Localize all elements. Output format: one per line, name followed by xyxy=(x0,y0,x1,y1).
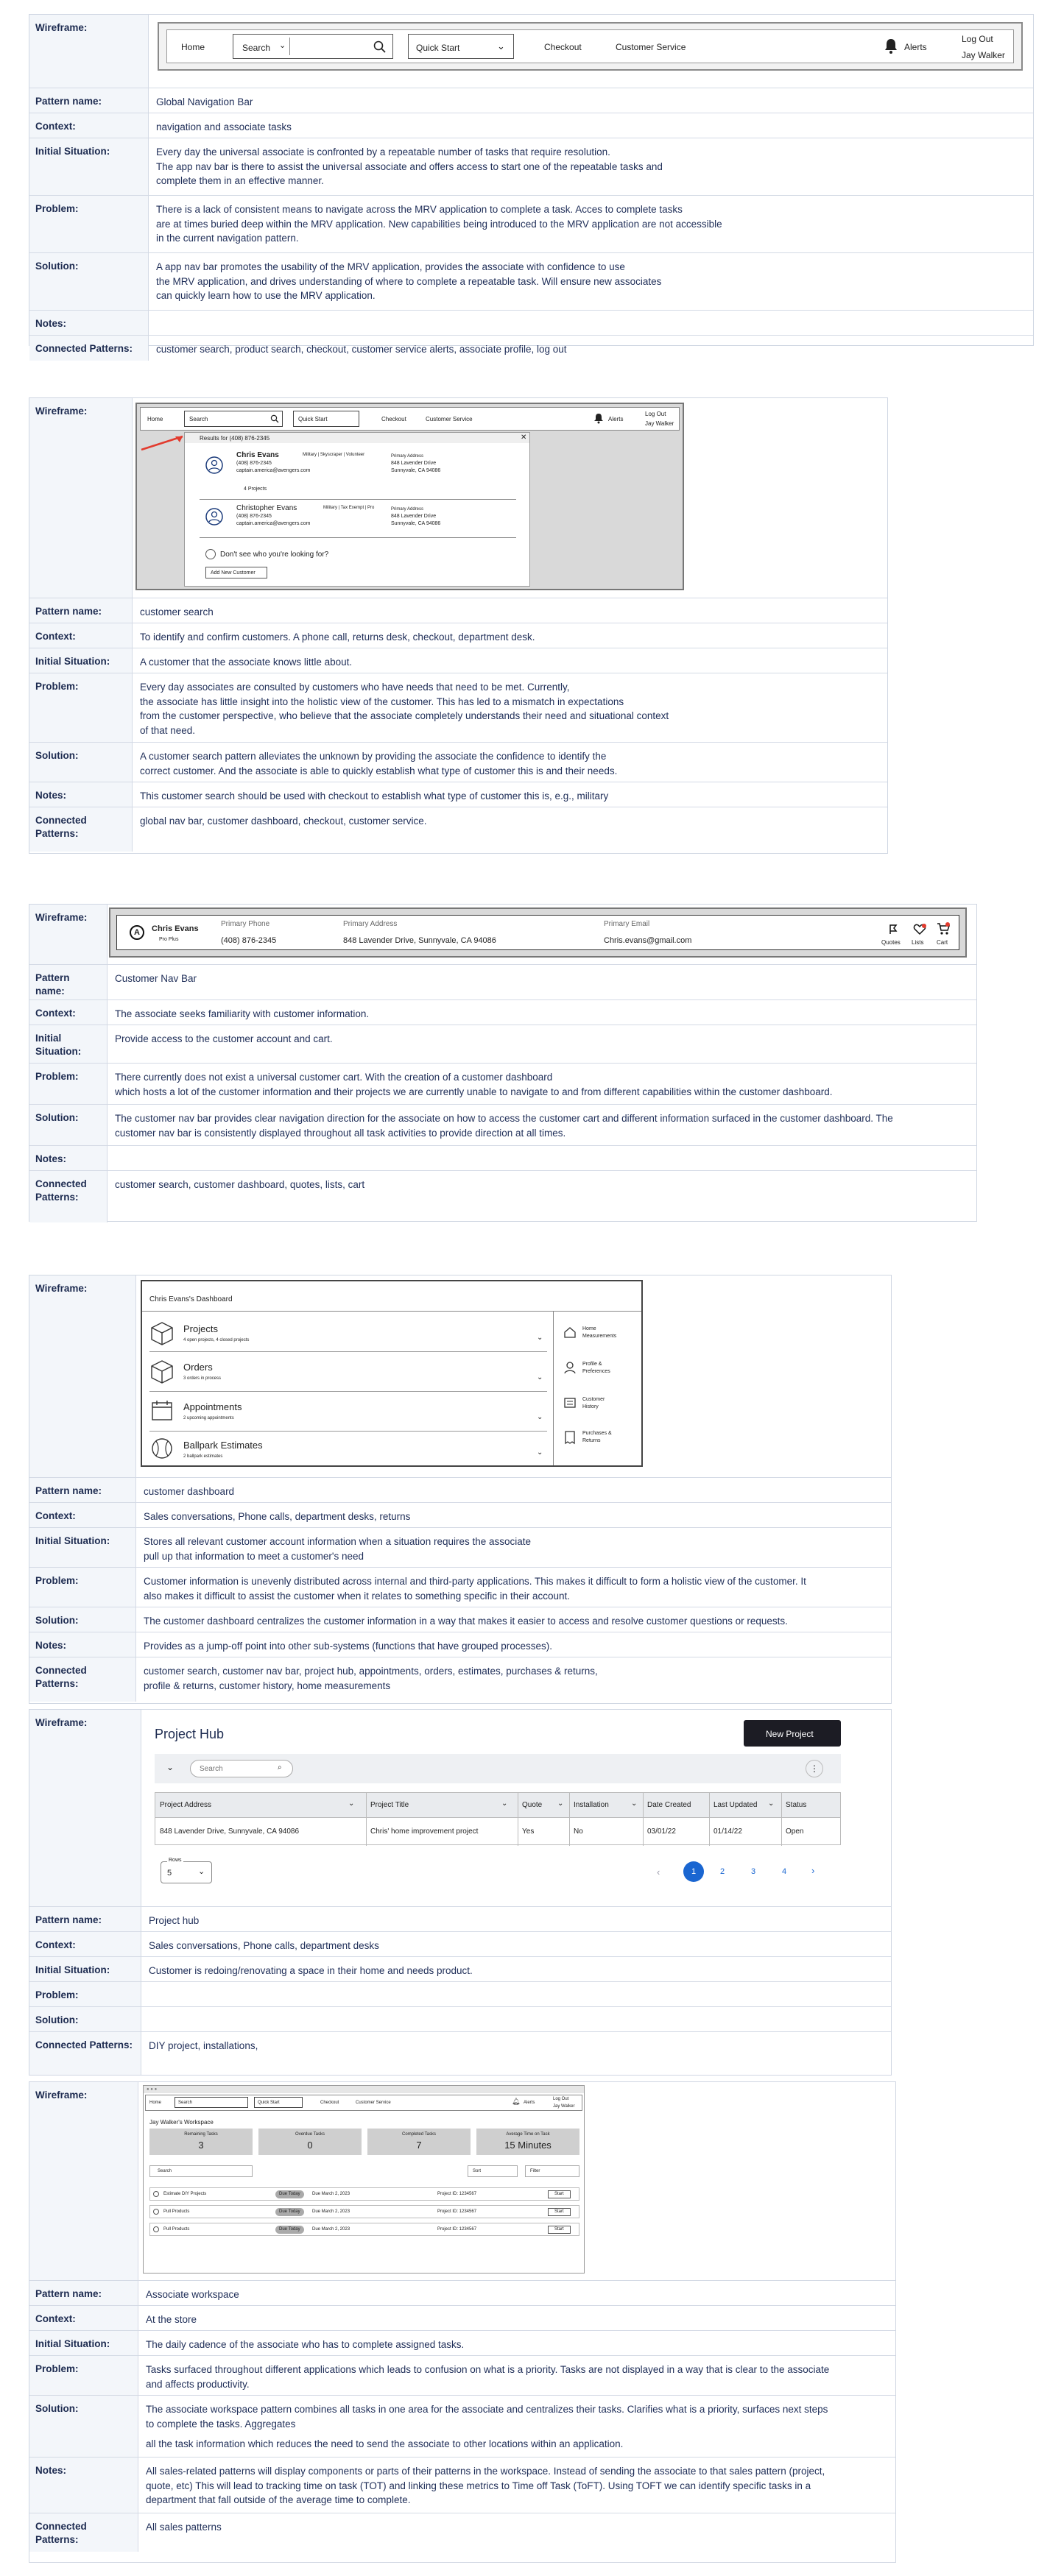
radio-icon[interactable] xyxy=(153,2226,159,2232)
project-table xyxy=(155,1792,841,1845)
table-cell: No xyxy=(574,1827,583,1836)
pattern-name: customer search xyxy=(140,606,214,618)
avatar-icon xyxy=(205,456,223,474)
dashboard-item-projects[interactable]: Projects 4 open projects, 4 closed projects ⌄ xyxy=(149,1320,547,1352)
workspace-search-input[interactable]: Search xyxy=(149,2165,253,2177)
stat-average-time: Average Time on Task 15 Minutes xyxy=(476,2129,579,2155)
connected-label: Connected Patterns: xyxy=(29,1657,136,1702)
history-icon xyxy=(563,1396,577,1409)
stat-remaining: Remaining Tasks 3 xyxy=(149,2129,253,2155)
pattern-card-customer-search xyxy=(29,397,888,854)
prev-page-icon[interactable]: ‹ xyxy=(657,1866,660,1878)
sort-select[interactable]: Sort xyxy=(468,2165,518,2177)
pattern-name: Global Navigation Bar xyxy=(156,96,253,107)
rows-per-page-select[interactable]: Rows 5 ⌄ xyxy=(161,1861,212,1883)
pattern-label: Pattern name: xyxy=(29,965,108,999)
filter-select[interactable]: Filter xyxy=(525,2165,579,2177)
chevron-down-icon: ⌄ xyxy=(348,1800,355,1808)
lists-heart-icon[interactable] xyxy=(913,924,926,935)
hub-search-input[interactable]: Search ⌕ xyxy=(190,1760,293,1777)
connected-value: customer search, product search, checkout, customer service alerts, associate profile, log out xyxy=(156,344,567,355)
global-nav-wireframe xyxy=(158,22,1023,71)
initial-value: Stores all relevant customer account information when a situation requires the associate pull up that information to meet a customer's need xyxy=(144,1536,532,1562)
dashboard-item-estimates[interactable]: Ballpark Estimates 2 ballpark estimates ⌄ xyxy=(149,1436,547,1465)
context-label: Context: xyxy=(29,1000,108,1025)
connected-value: global nav bar, customer dashboard, checkout, customer service. xyxy=(140,815,427,827)
side-link-history[interactable]: Customer History xyxy=(560,1395,641,1420)
connected-label: Connected Patterns: xyxy=(29,1171,108,1222)
wireframe-label: Wireframe: xyxy=(29,1710,141,1906)
start-button[interactable]: Start xyxy=(548,2190,571,2198)
initial-value: A customer that the associate knows little about. xyxy=(140,657,353,668)
workspace-wireframe: ● ● ● Home Search Quick Start Checkout Customer Service 🔔︎ Alerts Log Out Jay Walker Jay Walker's Workspace Remaining Tasks 3 Overdue Tasks 0 Completed Tasks 7 Average Time on Task 15 Minutes Search Sort Filter Estimate DIY Projects Due Today Due March 2, 2023 Project ID: 1234567 Start Pull Products Due Today Due March 2, 2023 Project ID: 1234567 Start Pull Products Due Today Due March 2, 2023 Project ID: 1234567 Start xyxy=(143,2085,585,2274)
notes-label: Notes: xyxy=(29,1146,108,1170)
workspace-title: Jay Walker's Workspace xyxy=(149,2119,214,2126)
context-value: At the store xyxy=(146,2314,197,2325)
initial-value: Provide access to the customer account and cart. xyxy=(115,1033,333,1044)
solution-label: Solution: xyxy=(29,2396,138,2457)
table-cell: Yes xyxy=(522,1827,535,1836)
customer-name: Chris Evans xyxy=(152,924,199,933)
pattern-label: Pattern name: xyxy=(29,2281,138,2305)
side-link-profile[interactable]: Profile & Preferences xyxy=(560,1359,641,1384)
problem-value: Tasks surfaced throughout different applications which leads to confusion on what is a priority. Tasks are not displayed in a way that is clear to the associate and affects productivity. xyxy=(146,2364,830,2390)
context-value: navigation and associate tasks xyxy=(156,121,292,132)
cart-icon[interactable] xyxy=(937,922,950,935)
initial-label: Initial Situation: xyxy=(29,1528,136,1567)
problem-label: Problem: xyxy=(29,2356,138,2395)
pattern-card-project-hub xyxy=(29,1709,892,2076)
solution-label: Solution: xyxy=(29,1607,136,1632)
solution-label: Solution: xyxy=(29,743,133,782)
chevron-down-icon: ⌄ xyxy=(537,1334,543,1342)
notes-label: Notes: xyxy=(29,1632,136,1657)
col-header[interactable]: Status xyxy=(786,1801,807,1809)
search-icon[interactable] xyxy=(270,414,279,423)
bell-icon[interactable]: 🔔︎ xyxy=(512,2098,521,2105)
notes-value: This customer search should be used with checkout to establish what type of customer this is, e.g., military xyxy=(140,790,609,802)
initial-label: Initial Situation: xyxy=(29,648,133,673)
col-header[interactable]: Quote xyxy=(522,1801,543,1809)
problem-label: Problem: xyxy=(29,1064,108,1104)
search-icon: ⌕ xyxy=(278,1763,282,1772)
quick-start-dropdown[interactable]: Quick Start ⌄ xyxy=(408,34,514,59)
close-icon[interactable]: ✕ xyxy=(521,434,527,442)
customer-nav-wireframe: A Chris Evans Pro Plus Primary Phone (408) 876-2345 Primary Address 848 Lavender Drive, Sunnyvale, CA 94086 Primary Email Chris.evans@gmail.com Quotes Lists Cart xyxy=(109,907,967,958)
solution-value: The customer dashboard centralizes the customer information in a way that makes it easier to access and resolve customer questions or requests. xyxy=(144,1616,788,1627)
chevron-down-icon: ⌄ xyxy=(279,41,286,50)
solution-label: Solution: xyxy=(29,253,149,310)
project-hub-title: Project Hub xyxy=(155,1727,225,1741)
context-label: Context: xyxy=(29,1503,136,1527)
col-header[interactable]: Project Title xyxy=(370,1801,409,1809)
chevron-down-icon: ⌄ xyxy=(198,1867,205,1876)
customer-result[interactable]: Chris Evans Military | Skyscraper | Volunteer (408) 876-2345 captain.america@avengers.com Primary Address 848 Lavender Drive Sunnyvale, CA 94086 4 Projects xyxy=(192,449,524,498)
table-cell: 01/14/22 xyxy=(713,1827,742,1836)
chevron-down-icon: ⌄ xyxy=(768,1800,775,1808)
page-1-active[interactable]: 1 xyxy=(683,1861,704,1882)
customer-search-wireframe: Home Search Quick Start Checkout Customer Service Alerts Log Out Jay Walker Results for (408) 876-2345 ✕ Chris Evans Military | Skyscraper | Volunteer (408) 876-2345 captain.america@avengers.com Primary Address 848 Lavender Drive Sunnyvale, CA 94086 4 Projects Christopher Evans Military | Tax Exempt | Pro (408) 876-2345 captain.america@avengers.com Primary Address 848 Lavender Drive Sunnyvale, CA 94086 Don't see who you're looking for? Add New Customer xyxy=(135,403,684,590)
initial-label: Initial Situation: xyxy=(29,1957,141,1981)
page-4[interactable]: 4 xyxy=(782,1867,787,1876)
solution-value: The customer nav bar provides clear navigation direction for the associate on how to access the customer cart and different information surfaced in the customer dashboard. The customer nav bar is consistently displayed throughout all task activities to provide direction at all times. xyxy=(115,1113,893,1139)
problem-value: There is a lack of consistent means to navigate across the MRV application to complete a task. Acces to complete tasks are at times buried deep within the MRV application. New capabilities being introduced to the MRV application are not accessible in the current navigation pattern. xyxy=(156,204,722,244)
notes-value xyxy=(149,311,1033,335)
initial-label: Initial Situation: xyxy=(29,2331,138,2355)
stat-overdue: Overdue Tasks 0 xyxy=(258,2129,362,2155)
notes-label: Notes: xyxy=(29,311,149,335)
table-cell: Open xyxy=(786,1827,804,1836)
table-cell: 03/01/22 xyxy=(647,1827,676,1836)
notes-label: Notes: xyxy=(29,2458,138,2513)
connected-label: Connected Patterns: xyxy=(29,336,149,361)
chevron-down-icon: ⌄ xyxy=(537,1373,543,1381)
table-cell: Chris' home improvement project xyxy=(370,1827,479,1836)
pointer-arrow xyxy=(137,425,196,454)
pattern-label: Pattern name: xyxy=(29,598,133,623)
start-button[interactable]: Start xyxy=(548,2226,571,2234)
next-page-icon[interactable]: › xyxy=(811,1865,815,1876)
radio-icon[interactable] xyxy=(153,2191,159,2197)
house-icon xyxy=(563,1326,577,1339)
page-2[interactable]: 2 xyxy=(720,1867,725,1876)
profile-initial-icon: A xyxy=(130,925,144,940)
dashboard-wireframe xyxy=(141,1280,643,1467)
problem-value: Every day associates are consulted by customers who have needs that need to be met. Currently, the associate has little insight into the holistic view of the customer. This has led to a mismatch in expectations from the customer perspective, who believe that the associate completely understands their need and situational context of that need. xyxy=(140,682,669,736)
bell-icon[interactable] xyxy=(883,37,899,54)
problem-label: Problem: xyxy=(29,196,149,252)
results-header: Results for (408) 876-2345 xyxy=(200,435,270,442)
chevron-down-icon: ⌄ xyxy=(497,40,505,52)
wireframe-label: Wireframe: xyxy=(29,905,108,964)
connected-label: Connected Patterns: xyxy=(29,2032,141,2075)
new-project-button[interactable]: New Project xyxy=(744,1720,841,1747)
wireframe-label: Wireframe: xyxy=(29,2082,138,2280)
initial-value: Customer is redoing/renovating a space in their home and needs product. xyxy=(149,1965,473,1976)
notes-value xyxy=(108,1146,976,1170)
initial-value: The daily cadence of the associate who has to complete assigned tasks. xyxy=(146,2339,465,2350)
chevron-down-icon: ⌄ xyxy=(631,1800,638,1808)
context-label: Context: xyxy=(29,2306,138,2330)
chevron-down-icon: ⌄ xyxy=(537,1413,543,1421)
notes-label: Notes: xyxy=(29,782,133,807)
pattern-label: Pattern name: xyxy=(29,1478,136,1502)
problem-label: Problem: xyxy=(29,1982,141,2006)
context-value: Sales conversations, Phone calls, department desks xyxy=(149,1940,379,1951)
baseball-icon xyxy=(151,1437,173,1459)
nav-user[interactable]: Jay Walker xyxy=(962,50,1005,60)
box-icon xyxy=(149,1359,175,1384)
nav-search-input[interactable]: Search ⌄ xyxy=(233,34,393,59)
pattern-label: Pattern name: xyxy=(29,88,149,113)
help-icon xyxy=(205,549,216,559)
wireframe-label: Wireframe: xyxy=(29,1275,136,1477)
notes-value: Provides as a jump-off point into other sub-systems (functions that have grouped processes). xyxy=(144,1641,553,1652)
page-3[interactable]: 3 xyxy=(751,1867,756,1876)
nav-home[interactable]: Home xyxy=(181,42,205,52)
pattern-name: Associate workspace xyxy=(146,2289,239,2300)
project-hub-wireframe xyxy=(141,1710,878,1901)
context-value: The associate seeks familiarity with customer information. xyxy=(115,1008,370,1019)
col-header[interactable]: Project Address xyxy=(160,1801,212,1809)
dashboard-title: Chris Evans's Dashboard xyxy=(149,1295,233,1303)
context-value: To identify and confirm customers. A phone call, returns desk, checkout, department desk. xyxy=(140,631,535,643)
nav-alerts[interactable]: Alerts xyxy=(904,42,927,52)
connected-value: customer search, customer dashboard, quotes, lists, cart xyxy=(115,1179,365,1190)
problem-label: Problem: xyxy=(29,1568,136,1607)
connected-value: customer search, customer nav bar, project hub, appointments, orders, estimates, purchases & returns, profile & returns, customer history, home measurements xyxy=(144,1666,598,1691)
start-button[interactable]: Start xyxy=(548,2208,571,2216)
chevron-down-icon[interactable]: ⌄ xyxy=(166,1762,175,1772)
dashboard-item-appointments[interactable]: Appointments 2 upcoming appointments ⌄ xyxy=(149,1398,547,1432)
receipt-icon xyxy=(563,1430,577,1445)
more-icon[interactable]: ⋮ xyxy=(806,1760,823,1777)
problem-value xyxy=(141,1982,891,2006)
box-icon xyxy=(149,1321,175,1346)
pattern-name: customer dashboard xyxy=(144,1486,235,1497)
connected-label: Connected Patterns: xyxy=(29,807,133,852)
context-label: Context: xyxy=(29,113,149,138)
pattern-card-customer-dashboard xyxy=(29,1275,892,1704)
initial-value: Every day the universal associate is confronted by a repeatable number of tasks that require resolution. The app nav bar is there to assist the universal associate and offers access to start one of the repeatable tasks and complete them in an effective manner. xyxy=(156,146,663,187)
side-link-purchases[interactable]: Purchases & Returns xyxy=(560,1429,641,1454)
solution-value: The associate workspace pattern combines all tasks in one area for the associate and centralizes their tasks. Clarifies what is a priority, surfaces next steps to complete the tasks. Aggregates all the task information which reduces the need to send the associate to other locations within an application. xyxy=(146,2404,828,2450)
problem-value: There currently does not exist a universal customer cart. With the creation of a customer dashboard which hosts a lot of the customer information and their projects we are currently unable to navigate to and from different capabilities within the customer dashboard. xyxy=(115,1072,833,1097)
pattern-card-customer-nav xyxy=(29,904,977,1222)
col-header[interactable]: Installation xyxy=(574,1801,609,1809)
calendar-icon xyxy=(151,1399,173,1421)
initial-label: Initial Situation: xyxy=(29,138,149,195)
pattern-card-global-nav xyxy=(29,14,1034,355)
solution-value xyxy=(141,2007,891,2031)
solution-value: A app nav bar promotes the usability of the MRV application, provides the associate with confidence to use the MRV application, and drives understanding of where to complete a repeatable task. Will ensure new associates can quickly learn how to use the MRV application. xyxy=(156,261,662,302)
pattern-card-associate-workspace xyxy=(29,2081,896,2563)
col-header[interactable]: Date Created xyxy=(647,1801,691,1809)
nav-checkout[interactable]: Checkout xyxy=(544,42,582,52)
solution-label: Solution: xyxy=(29,1105,108,1145)
dashboard-item-orders[interactable]: Orders 3 orders in process ⌄ xyxy=(149,1358,547,1392)
connected-value: DIY project, installations, xyxy=(149,2040,258,2051)
bell-icon[interactable] xyxy=(593,412,604,424)
table-cell: 848 Lavender Drive, Sunnyvale, CA 94086 xyxy=(160,1827,300,1836)
nav-logout[interactable]: Log Out xyxy=(962,34,993,44)
initial-label: Initial Situation: xyxy=(29,1025,108,1063)
search-results-panel: Results for (408) 876-2345 ✕ Chris Evans Military | Skyscraper | Volunteer (408) 876-2345 captain.america@avengers.com Primary Address 848 Lavender Drive Sunnyvale, CA 94086 4 Projects Christopher Evans Military | Tax Exempt | Pro (408) 876-2345 captain.america@avengers.com Primary Address 848 Lavender Drive Sunnyvale, CA 94086 Don't see who you're looking for? Add New Customer xyxy=(184,432,530,587)
context-label: Context: xyxy=(29,623,133,648)
solution-value: A customer search pattern alleviates the unknown by providing the associate the confidence to identify the correct customer. And the associate is able to quickly establish what type of customer this is and their needs. xyxy=(140,751,618,776)
problem-value: Customer information is unevenly distributed across internal and third-party applications. This makes it difficult to form a holistic view of the customer. It also makes it difficult to assist the customer when it relates to something specific in their account. xyxy=(144,1576,806,1602)
connected-label: Connected Patterns: xyxy=(29,2513,138,2552)
task-row[interactable]: Estimate DIY Projects Due Today Due March 2, 2023 Project ID: 1234567 Start xyxy=(149,2187,579,2201)
user-icon xyxy=(563,1361,577,1374)
notes-value: All sales-related patterns will display components or parts of their patterns in the workspace. Instead of sending the associate to that sales pattern (project, quote, etc) This will lead to tracking time on task (TOT) and linking these metrics to Time off Task (ToFT). Using TOFT we can identify specific tasks in a department that fall outside of the average time to complete. xyxy=(146,2466,825,2506)
task-row[interactable]: Pull Products Due Today Due March 2, 2023 Project ID: 1234567 Start xyxy=(149,2205,579,2218)
wireframe-label: Wireframe: xyxy=(29,398,133,598)
pattern-name: Project hub xyxy=(149,1915,200,1926)
side-link-home-measurements[interactable]: Home Measurements xyxy=(560,1324,641,1349)
col-header[interactable]: Last Updated xyxy=(713,1801,758,1809)
chevron-down-icon: ⌄ xyxy=(501,1800,508,1808)
stat-completed: Completed Tasks 7 xyxy=(367,2129,471,2155)
pattern-label: Pattern name: xyxy=(29,1907,141,1931)
customer-result[interactable]: Christopher Evans Military | Tax Exempt | Pro (408) 876-2345 captain.america@avengers.com Primary Address 848 Lavender Drive Sunnyvale, CA 94086 xyxy=(192,502,524,539)
search-icon xyxy=(373,40,387,54)
context-value: Sales conversations, Phone calls, department desks, returns xyxy=(144,1511,411,1522)
connected-value: All sales patterns xyxy=(146,2522,222,2533)
avatar-icon xyxy=(205,508,223,526)
quotes-icon[interactable] xyxy=(888,924,898,935)
nav-customer-service[interactable]: Customer Service xyxy=(616,42,686,52)
chevron-down-icon: ⌄ xyxy=(557,1800,564,1808)
wireframe-label: Wireframe: xyxy=(29,15,149,88)
task-row[interactable]: Pull Products Due Today Due March 2, 2023 Project ID: 1234567 Start xyxy=(149,2223,579,2236)
context-label: Context: xyxy=(29,1932,141,1956)
problem-label: Problem: xyxy=(29,673,133,742)
pattern-name: Customer Nav Bar xyxy=(115,973,197,984)
chevron-down-icon: ⌄ xyxy=(537,1448,543,1457)
radio-icon[interactable] xyxy=(153,2209,159,2215)
solution-label: Solution: xyxy=(29,2007,141,2031)
add-customer-button[interactable]: Add New Customer xyxy=(205,567,267,578)
